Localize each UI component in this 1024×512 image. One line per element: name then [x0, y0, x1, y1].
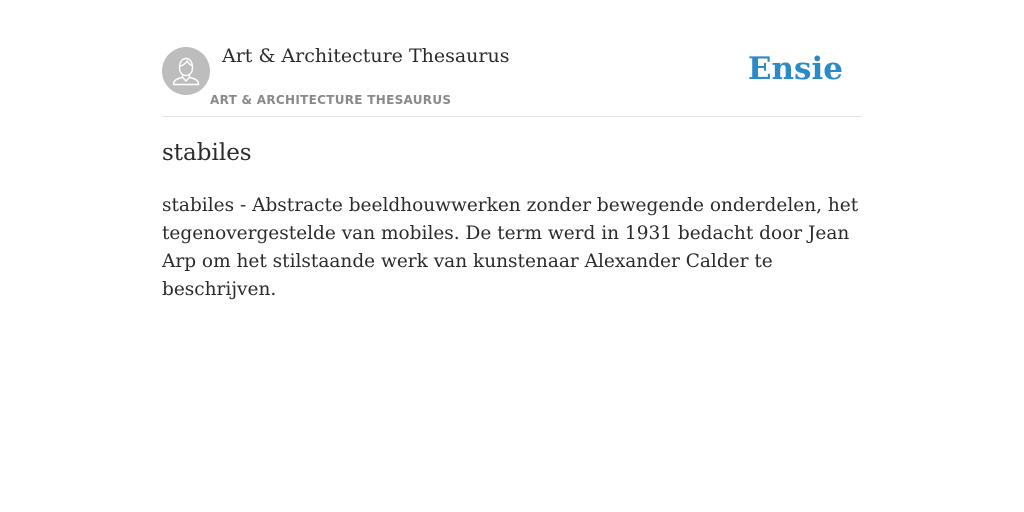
page-title: stabiles — [162, 140, 252, 166]
author-subtitle: ART & ARCHITECTURE THESAURUS — [210, 93, 452, 107]
definition-text: stabiles - Abstracte beeldhouwwerken zonder bewegende onderdelen, het tegenovergestelde van mobiles. De term werd in 1931 bedacht door Jean Arp om het stilstaande werk van kunstenaar Alexander Calder te beschrijven. — [162, 195, 859, 300]
entry-card — [162, 0, 862, 300]
user-silhouette-icon — [162, 47, 210, 95]
author-name[interactable]: Art & Architecture Thesaurus — [222, 45, 510, 67]
entry-header — [162, 0, 862, 117]
avatar[interactable] — [162, 47, 210, 95]
ensie-logo[interactable]: Ensie — [747, 51, 843, 87]
